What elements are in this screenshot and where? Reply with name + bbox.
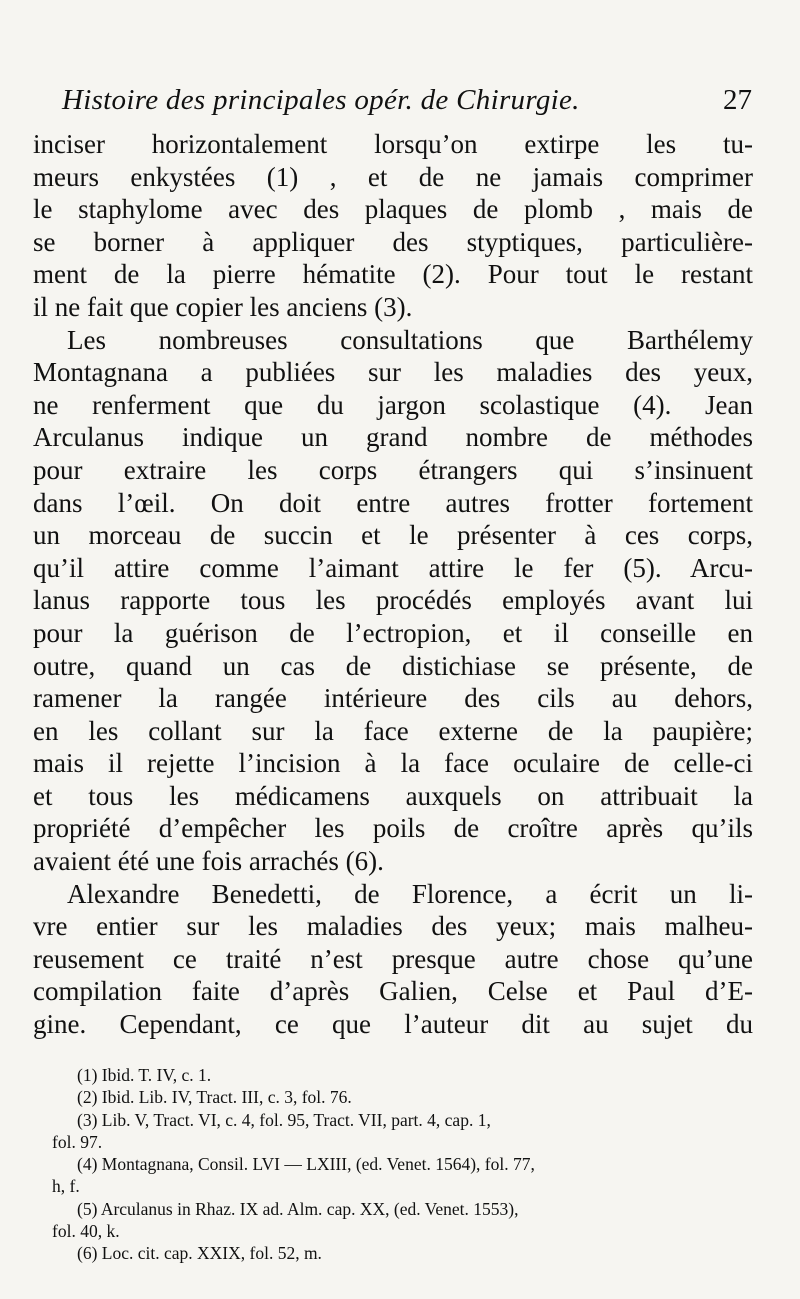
text-line: et tous les médicamens auxquels on attribuait la (33, 780, 753, 811)
running-header (62, 84, 752, 124)
footnote-line: (2) Ibid. Lib. IV, Tract. III, c. 3, fol. 76. (77, 1087, 352, 1108)
text-line: en les collant sur la face externe de la paupière; (33, 715, 753, 746)
text-line: le staphylome avec des plaques de plomb , mais de (33, 194, 753, 225)
text-line: reusement ce traité n’est presque autre chose qu’une (33, 943, 753, 974)
text-line: propriété d’empêcher les poils de croître après qu’ils (33, 813, 753, 844)
footnote-line: (3) Lib. V, Tract. VI, c. 4, fol. 95, Tract. VII, part. 4, cap. 1, (77, 1109, 491, 1130)
text-line: se borner à appliquer des styptiques, particulière- (33, 226, 753, 257)
text-line: un morceau de succin et le présenter à ces corps, (33, 520, 753, 551)
footnote-line: (4) Montagnana, Consil. LVI — LXIII, (ed. Venet. 1564), fol. 77, (77, 1154, 535, 1175)
main-text (33, 128, 753, 1041)
text-line: ne renferment que du jargon scolastique (4). Jean (33, 389, 753, 420)
page-number: 27 (723, 84, 752, 116)
text-line: Les nombreuses consultations que Barthélemy (67, 324, 753, 355)
footnote-line: fol. 97. (52, 1131, 103, 1152)
footnote-line: (6) Loc. cit. cap. XXIX, fol. 52, m. (77, 1243, 322, 1264)
running-title: Histoire des principales opér. de Chirurgie. (62, 84, 580, 116)
text-line: pour la guérison de l’ectropion, et il conseille en (33, 617, 753, 648)
footnote-line: (5) Arculanus in Rhaz. IX ad. Alm. cap. XX, (ed. Venet. 1553), (77, 1198, 519, 1219)
text-line: avaient été une fois arrachés (6). (33, 846, 384, 877)
footnote-line: h, f. (52, 1176, 80, 1197)
text-line: Arculanus indique un grand nombre de méthodes (33, 422, 753, 453)
text-line: meurs enkystées (1) , et de ne jamais comprimer (33, 161, 753, 192)
footnote-line: (1) Ibid. T. IV, c. 1. (77, 1065, 212, 1085)
text-line: ment de la pierre hématite (2). Pour tout le restant (33, 259, 753, 290)
footnotes (52, 1064, 762, 1265)
text-line: Montagnana a publiées sur les maladies des yeux, (33, 357, 753, 388)
text-line: il ne fait que copier les anciens (3). (33, 291, 413, 322)
text-line: inciser horizontalement lorsqu’on extirpe les tu- (33, 129, 753, 159)
text-line: lanus rapporte tous les procédés employés avant lui (33, 585, 753, 616)
text-line: ramener la rangée intérieure des cils au dehors, (33, 683, 753, 714)
text-line: dans l’œil. On doit entre autres frotter fortement (33, 487, 753, 518)
text-line: mais il rejette l’incision à la face oculaire de celle-ci (33, 748, 753, 779)
text-line: gine. Cependant, ce que l’auteur dit au sujet du (33, 1009, 753, 1040)
text-line: qu’il attire comme l’aimant attire le fer (5). Arcu- (33, 552, 753, 583)
text-line: vre entier sur les maladies des yeux; mais malheu- (33, 911, 753, 942)
text-line: compilation faite d’après Galien, Celse et Paul d’E- (33, 976, 753, 1007)
footnote-line: fol. 40, k. (52, 1221, 120, 1242)
text-line: pour extraire les corps étrangers qui s’insinuent (33, 454, 753, 485)
text-line: outre, quand un cas de distichiase se présente, de (33, 650, 753, 681)
text-line: Alexandre Benedetti, de Florence, a écrit un li- (67, 878, 753, 909)
